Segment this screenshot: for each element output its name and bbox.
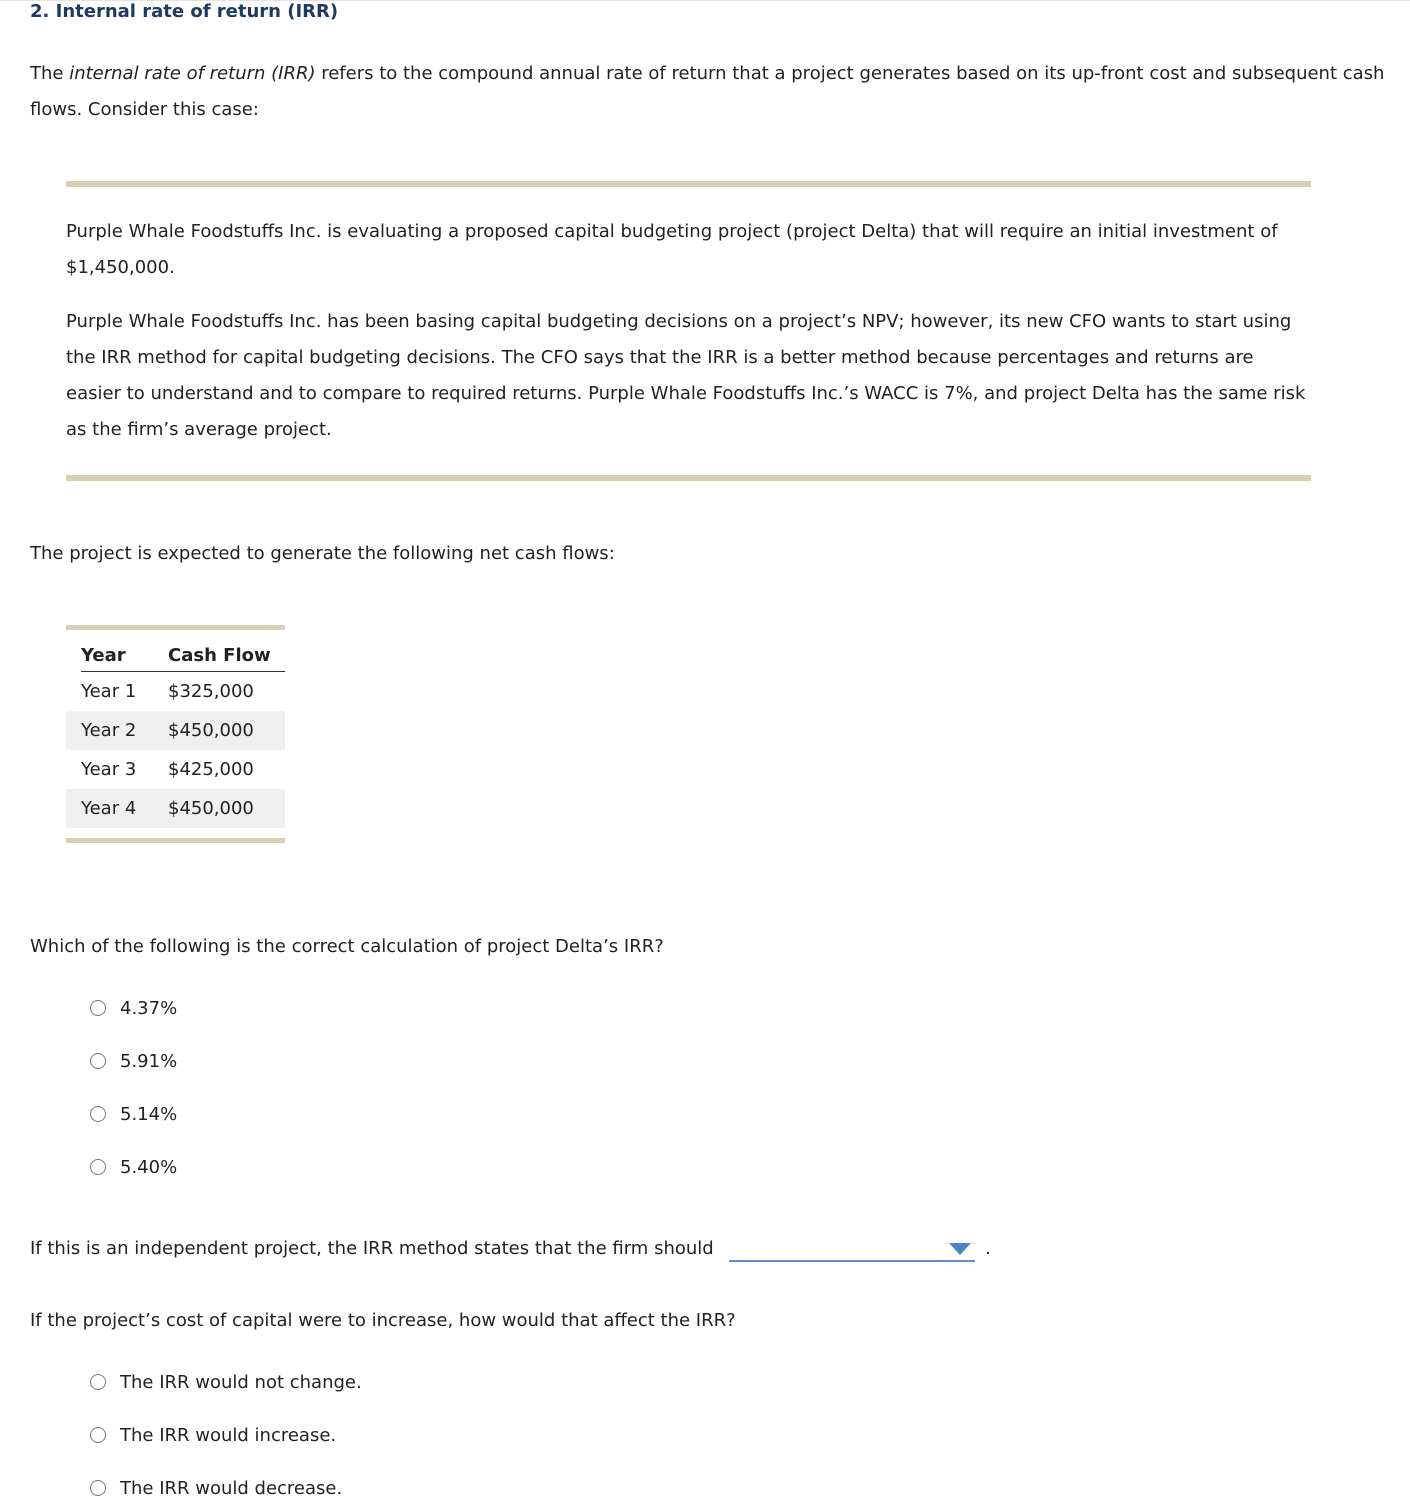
row-year: Year 2: [81, 720, 137, 741]
intro-paragraph: [30, 56, 1405, 128]
radio-button[interactable]: [90, 1427, 106, 1443]
q3-option-3[interactable]: [90, 1476, 342, 1500]
row-cash-flow: $450,000: [168, 798, 254, 819]
option-label: 4.37%: [120, 997, 178, 1019]
table-row: [66, 750, 285, 789]
case-paragraph-2: Purple Whale Foodstuffs Inc. has been basing capital budgeting decisions on a project’s NPV; however, its new CFO wants to start using the IRR method for capital budgeting decisions. The CFO says that the IRR is a better method because percentages and returns are easier to understand and to compare to required returns. Purple Whale Foodstuffs Inc.’s WACC is 7%, and project Delta has the same risk as the firm’s average project.: [66, 311, 1306, 440]
option-label: 5.14%: [120, 1103, 178, 1125]
cash-flow-intro: The project is expected to generate the following net cash flows:: [30, 543, 615, 564]
q1-option-1[interactable]: [90, 996, 177, 1020]
radio-button[interactable]: [90, 1480, 106, 1496]
header-year: Year: [81, 645, 126, 666]
radio-button[interactable]: [90, 1159, 106, 1175]
dropdown-arrow-icon[interactable]: [949, 1243, 971, 1255]
table-row: [66, 711, 285, 750]
option-label: 5.91%: [120, 1050, 178, 1072]
cash-flow-table: [66, 625, 285, 843]
row-year: Year 1: [81, 681, 137, 702]
q1-question: Which of the following is the correct calculation of project Delta’s IRR?: [30, 936, 664, 957]
table-bottom-rule: [66, 838, 285, 843]
case-top-rule: [66, 181, 1311, 187]
table-header-row: [66, 630, 285, 672]
table-row: [66, 672, 285, 711]
intro-text-after: refers to the compound annual rate of return that a project generates based on its up-front cost and subsequent cash flows. Consider this case:: [30, 63, 1385, 120]
case-bottom-rule: [66, 475, 1311, 481]
option-label: The IRR would increase.: [120, 1424, 337, 1446]
radio-button[interactable]: [90, 1000, 106, 1016]
row-year: Year 4: [81, 798, 137, 819]
option-label: 5.40%: [120, 1156, 178, 1178]
row-cash-flow: $450,000: [168, 720, 254, 741]
case-paragraph-1: Purple Whale Foodstuffs Inc. is evaluating a proposed capital budgeting project (project Delta) that will require an initial investment of $1,450,000.: [66, 221, 1278, 278]
radio-button[interactable]: [90, 1374, 106, 1390]
q1-option-2[interactable]: [90, 1049, 177, 1073]
q2-question: If this is an independent project, the IRR method states that the firm should: [30, 1238, 714, 1259]
q3-option-2[interactable]: [90, 1423, 336, 1447]
option-label: The IRR would not change.: [120, 1371, 362, 1393]
intro-term: internal rate of return (IRR): [69, 63, 316, 84]
radio-button[interactable]: [90, 1053, 106, 1069]
question-heading: 2. Internal rate of return (IRR): [30, 1, 339, 22]
option-label: The IRR would decrease.: [120, 1477, 343, 1499]
row-cash-flow: $425,000: [168, 759, 254, 780]
header-cash-flow: Cash Flow: [168, 645, 271, 666]
q3-option-1[interactable]: [90, 1370, 362, 1394]
q3-question: If the project’s cost of capital were to increase, how would that affect the IRR?: [30, 1310, 736, 1331]
header-underline: [81, 671, 285, 672]
table-row: [66, 789, 285, 828]
radio-button[interactable]: [90, 1106, 106, 1122]
q2-period: .: [985, 1238, 991, 1259]
intro-text-before: The: [30, 63, 70, 84]
q1-option-4[interactable]: [90, 1155, 177, 1179]
row-year: Year 3: [81, 759, 137, 780]
row-cash-flow: $325,000: [168, 681, 254, 702]
q1-option-3[interactable]: [90, 1102, 177, 1126]
q2-answer-dropdown[interactable]: [729, 1238, 975, 1262]
